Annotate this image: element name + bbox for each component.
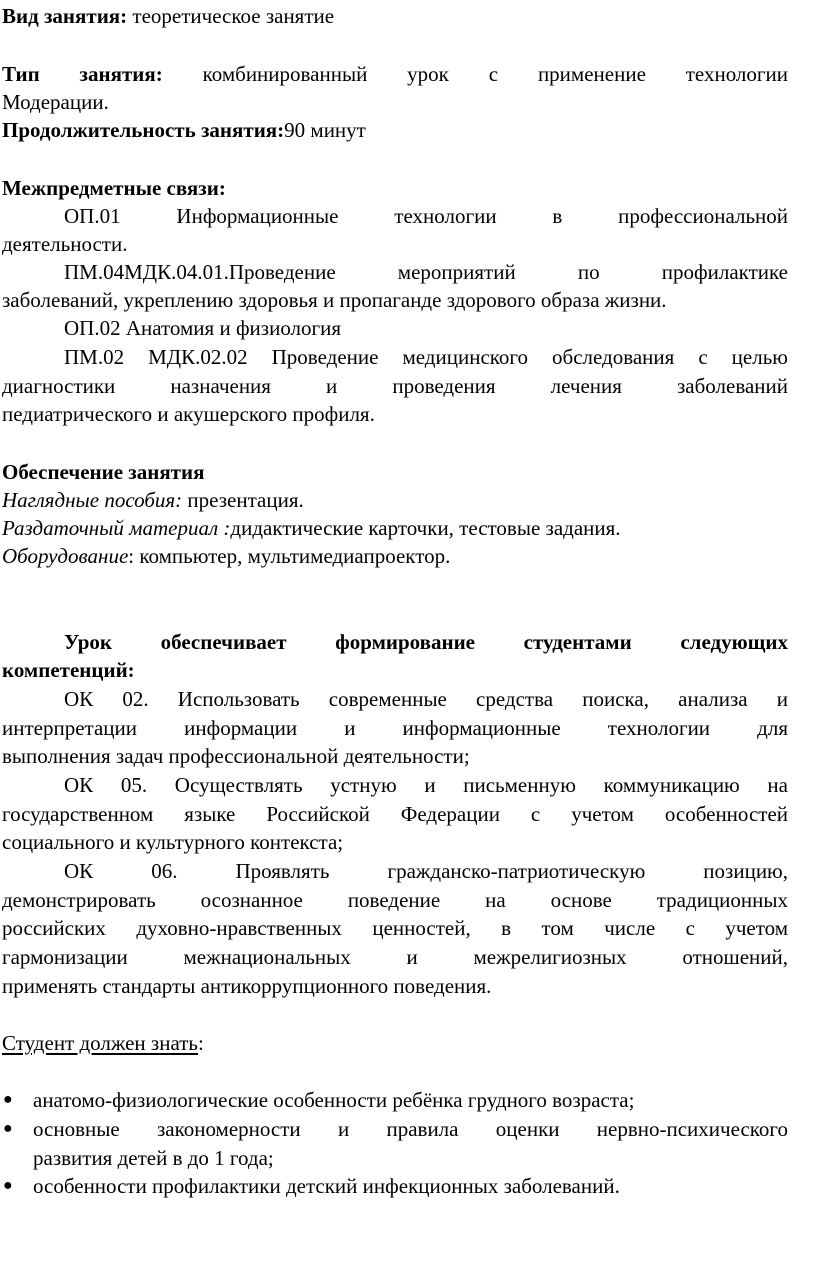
list-item: основные закономерности и правила оценки нервно-психического (33, 1117, 788, 1141)
bullet-icon: ● (3, 1120, 13, 1137)
lesson-kind-label: Вид занятия: (2, 4, 128, 28)
bullet-icon: ● (3, 1177, 13, 1194)
lesson-kind (2, 2, 788, 31)
provision-heading: Обеспечение занятия (2, 460, 205, 484)
competency-line: выполнения задач профессиональной деятельности; (2, 744, 470, 768)
provision-handout (2, 514, 788, 543)
competency-line: социального и культурного контекста; (2, 830, 344, 854)
lesson-type-label: Тип занятия: (2, 62, 163, 86)
competency-line: ОК 06. Проявлять гражданско-патриотическую позицию, (64, 859, 788, 883)
bullet-icon: ● (3, 1091, 13, 1108)
lesson-type-cont: Модерации. (2, 90, 109, 114)
interdisciplinary-line: ОП.02 Анатомия и физиология (64, 316, 342, 340)
provision-visual-label: Наглядные пособия: (2, 488, 183, 512)
competency-line: применять стандарты антикоррупционного поведения. (2, 974, 492, 998)
provision-equipment-label: Оборудование (2, 544, 129, 568)
competency-line: российских духовно-нравственных ценностей, в том числе с учетом (2, 916, 788, 940)
lesson-kind-value: теоретическое занятие (127, 4, 335, 28)
list-item-cont: развития детей в до 1 года; (33, 1146, 274, 1170)
interdisciplinary-line: педиатрического и акушерского профиля. (2, 402, 375, 426)
provision-handout-label: Раздаточный материал : (2, 516, 231, 540)
provision-equipment-value: : компьютер, мультимедиапроектор. (128, 544, 451, 568)
competency-line: ОК 05. Осуществлять устную и письменную коммуникацию на (64, 773, 788, 797)
provision-handout-value: дидактические карточки, тестовые задания. (230, 516, 621, 540)
interdisciplinary-line: заболеваний, укреплению здоровья и пропаганде здорового образа жизни. (2, 288, 667, 312)
competency-line: гармонизации межнациональных и межрелигиозных отношений, (2, 945, 788, 969)
knowledge-heading-colon: : (197, 1031, 204, 1055)
provision-visual-value: презентация. (182, 488, 304, 512)
competency-line: интерпретации информации и информационные технологии для (2, 716, 788, 740)
knowledge-heading-text: Студент должен знать (2, 1031, 198, 1055)
competency-line: государственном языке Российской Федерации с учетом особенностей (2, 802, 788, 826)
interdisciplinary-line: ПМ.04МДК.04.01.Проведение мероприятий по профилактике (64, 260, 788, 284)
lesson-duration (2, 116, 788, 145)
list-item: анатомо-физиологические особенности ребёнка грудного возраста; (33, 1088, 635, 1112)
competency-line: демонстрировать осознанное поведение на основе традиционных (2, 888, 788, 912)
interdisciplinary-line: ПМ.02 МДК.02.02 Проведение медицинского обследования с целью (64, 345, 788, 369)
provision-equipment (2, 542, 788, 571)
provision-visual (2, 486, 788, 515)
competencies-heading-cont: компетенций: (2, 658, 135, 682)
lesson-type-value: комбинированный урок с применение технологии (202, 62, 789, 86)
competency-line: ОК 02. Использовать современные средства поиска, анализа и (64, 687, 788, 711)
list-item: особенности профилактики детский инфекционных заболеваний. (33, 1174, 620, 1198)
interdisciplinary-line: ОП.01 Информационные технологии в профессиональной (64, 204, 788, 228)
knowledge-heading (2, 1029, 788, 1058)
lesson-type (2, 60, 788, 89)
lesson-duration-value: 90 минут (284, 118, 366, 142)
competencies-heading: Урок обеспечивает формирование студентами следующих (64, 630, 788, 654)
lesson-duration-label: Продолжительность занятия: (2, 118, 285, 142)
interdisciplinary-line: деятельности. (2, 232, 128, 256)
interdisciplinary-line: диагностики назначения и проведения лечения заболеваний (2, 374, 788, 398)
interdisciplinary-heading: Межпредметные связи: (2, 176, 226, 200)
